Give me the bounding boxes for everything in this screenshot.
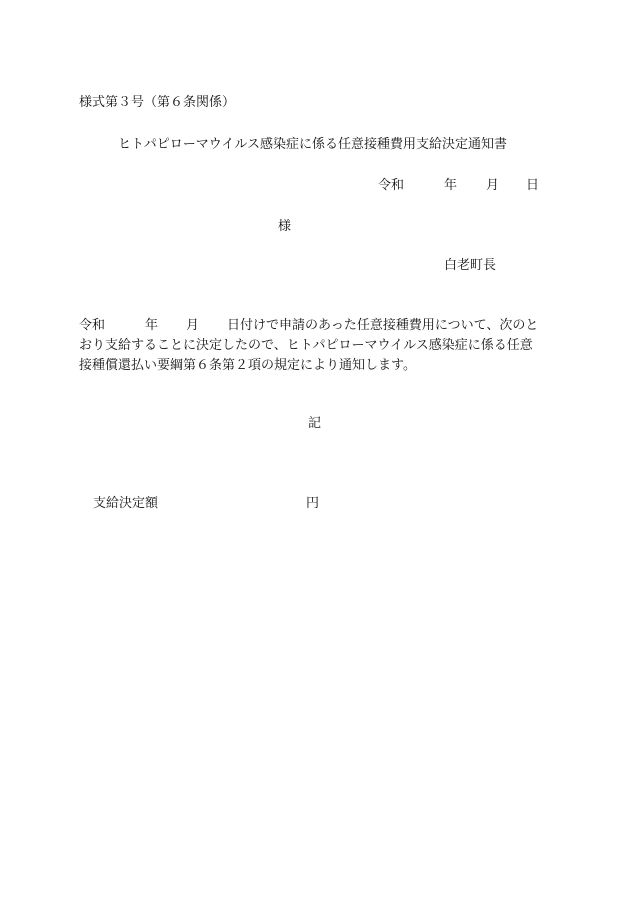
body-year-label: 年 (145, 318, 159, 333)
date-day-label: 日 (526, 178, 540, 193)
issuer-name: 白老町長 (444, 258, 497, 273)
body-era: 令和 (79, 318, 106, 333)
amount-label: 支給決定額 (93, 496, 159, 511)
document-title: ヒトパピローマウイルス感染症に係る任意接種費用支給決定通知書 (118, 137, 507, 152)
body-line-1-rest: 日付けで申請のあった任意接種費用について、次のと (227, 318, 539, 333)
body-line-1 (79, 316, 554, 336)
date-era: 令和 (378, 178, 405, 193)
form-number: 様式第３号（第６条関係） (79, 95, 236, 110)
amount-unit: 円 (306, 496, 320, 511)
addressee-suffix: 様 (278, 219, 292, 234)
date-month-label: 月 (486, 178, 500, 193)
body-paragraph (79, 316, 554, 376)
body-month-label: 月 (186, 318, 200, 333)
body-line-3: 接種償還払い要綱第６条第２項の規定により通知します。 (79, 358, 416, 373)
body-line-2: おり支給することに決定したので、ヒトパピローマウイルス感染症に係る任意 (79, 338, 533, 353)
ki-heading: 記 (308, 416, 322, 431)
date-year-label: 年 (444, 178, 458, 193)
